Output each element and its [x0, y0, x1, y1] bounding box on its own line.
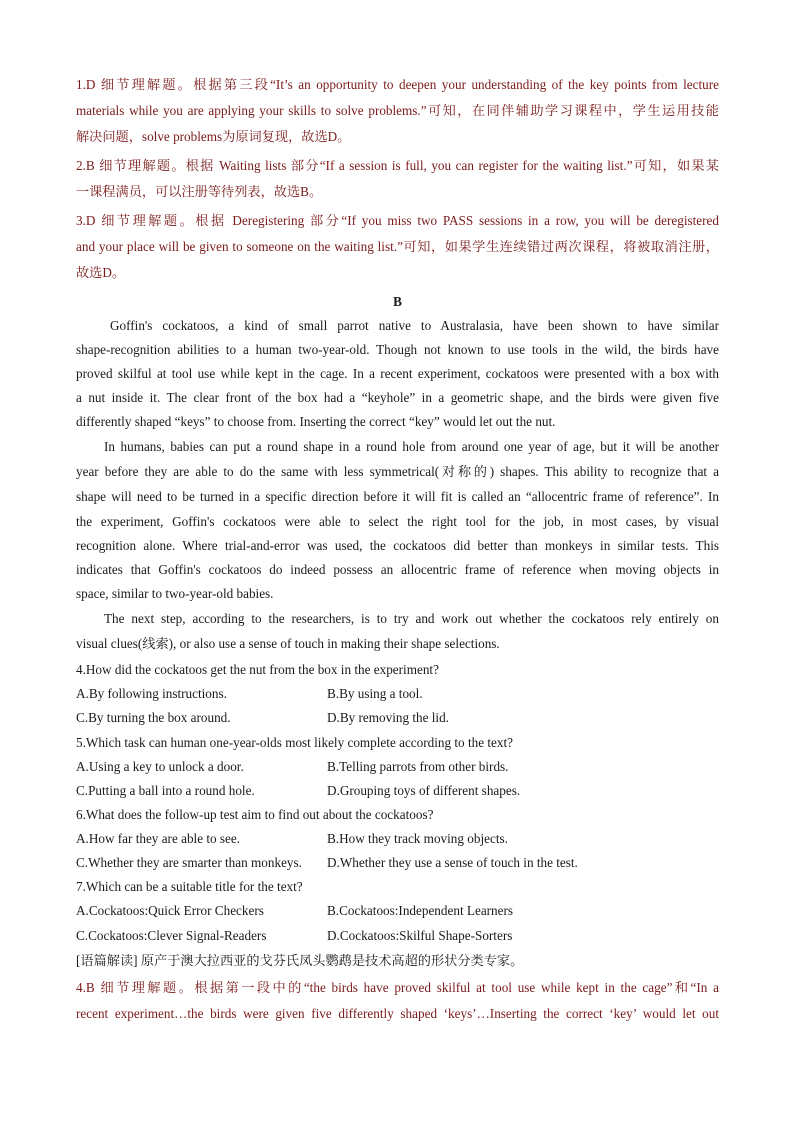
answer-1-line-1: 1.D 细节理解题。根据第三段“It’s an opportunity to deepen your understanding of the key points from lecture — [76, 77, 719, 92]
answer-2-line-1: 2.B 细节理解题。根据 Waiting lists 部分“If a session is full, you can register for the waiting list.”可知，如果某 — [76, 158, 719, 173]
question-6-option-d: D.Whether they use a sense of touch in the test. — [327, 855, 578, 870]
passage-line: In humans, babies can put a round shape in a round hole from around one year of age, but it will be another — [104, 439, 719, 454]
passage-line: space, similar to two-year-old babies. — [76, 586, 274, 601]
answer-1-line-2: materials while you are applying your skills to solve problems.”可知，在同伴辅助学习课程中，学生运用技能 — [76, 103, 719, 118]
answer-3-line-1: 3.D 细节理解题。根据 Deregistering 部分“If you miss two PASS sessions in a row, you will be deregistered — [76, 213, 719, 228]
question-7-stem: 7.Which can be a suitable title for the text? — [76, 879, 303, 894]
question-6-stem: 6.What does the follow-up test aim to find out about the cockatoos? — [76, 807, 434, 822]
passage-line: Goffin's cockatoos, a kind of small parrot native to Australasia, have been shown to have similar — [110, 318, 719, 333]
passage-line: The next step, according to the researchers, is to try and work out whether the cockatoos rely entirely on — [104, 611, 719, 626]
question-4-option-d: D.By removing the lid. — [327, 710, 449, 725]
question-6-option-c: C.Whether they are smarter than monkeys. — [76, 855, 302, 870]
passage-line: shape-recognition abilities to a human two-year-old. Though not known to use tools in the wild, the birds have — [76, 342, 719, 357]
passage-line: shape will need to be turned in a specific direction before it will fit is called an “allocentric frame of reference”. In — [76, 489, 719, 504]
question-6-option-b: B.How they track moving objects. — [327, 831, 508, 846]
passage-line: proved skilful at tool use while kept in the cage. In a recent experiment, cockatoos were presented with a box with — [76, 366, 719, 381]
passage-line: recognition alone. Where trial-and-error was used, the cockatoos did better than monkeys in similar tests. This — [76, 538, 719, 553]
section-heading: B — [393, 294, 402, 309]
question-4-stem: 4.How did the cockatoos get the nut from the box in the experiment? — [76, 662, 439, 677]
question-7-option-a: A.Cockatoos:Quick Error Checkers — [76, 903, 264, 918]
question-5-option-a: A.Using a key to unlock a door. — [76, 759, 244, 774]
question-7-option-c: C.Cockatoos:Clever Signal-Readers — [76, 928, 267, 943]
question-5-option-d: D.Grouping toys of different shapes. — [327, 783, 521, 798]
passage-line: year before they are able to do the same with less symmetrical(对称的) shapes. This ability to recognize that a — [76, 464, 719, 479]
question-5-option-c: C.Putting a ball into a round hole. — [76, 783, 255, 798]
answer-2-line-2: 一课程满员，可以注册等待列表，故选B。 — [76, 184, 323, 199]
question-5-stem: 5.Which task can human one-year-olds most likely complete according to the text? — [76, 735, 513, 750]
passage-line: a nut inside it. The clear front of the box had a “keyhole” in a geometric shape, and the birds were given five — [76, 390, 719, 405]
answer-4-line-2: recent experiment…the birds were given five differently shaped ‘keys’…Inserting the correct ‘key’ would let out — [76, 1006, 719, 1021]
passage-line: the experiment, Goffin's cockatoos were able to select the right tool for the job, in most cases, by visual — [76, 514, 719, 529]
passage-line: differently shaped “keys” to choose from. Inserting the correct “key” would let out the nut. — [76, 414, 556, 429]
answer-3-line-3: 故选D。 — [76, 265, 126, 280]
passage-line: indicates that Goffin's cockatoos do indeed possess an allocentric frame of reference when moving objects in — [76, 562, 719, 577]
passage-summary: [语篇解读] 原产于澳大拉西亚的戈芬氏凤头鹦鹉是技术高超的形状分类专家。 — [76, 953, 524, 968]
question-6-option-a: A.How far they are able to see. — [76, 831, 241, 846]
question-5-option-b: B.Telling parrots from other birds. — [327, 759, 509, 774]
question-4-option-c: C.By turning the box around. — [76, 710, 231, 725]
answer-4-line-1: 4.B 细节理解题。根据第一段中的“the birds have proved skilful at tool use while kept in the cage”和“In a — [76, 980, 719, 995]
question-4-option-a: A.By following instructions. — [76, 686, 227, 701]
question-7-option-b: B.Cockatoos:Independent Learners — [327, 903, 514, 918]
answer-1-line-3: 解决问题，solve problems为原词复现，故选D。 — [76, 129, 351, 144]
answer-3-line-2: and your place will be given to someone on the waiting list.”可知，如果学生连续错过两次课程，将被取消注册， — [76, 239, 719, 254]
question-7-option-d: D.Cockatoos:Skilful Shape-Sorters — [327, 928, 513, 943]
question-4-option-b: B.By using a tool. — [327, 686, 423, 701]
passage-line: visual clues(线索), or also use a sense of touch in making their shape selections. — [76, 636, 500, 651]
